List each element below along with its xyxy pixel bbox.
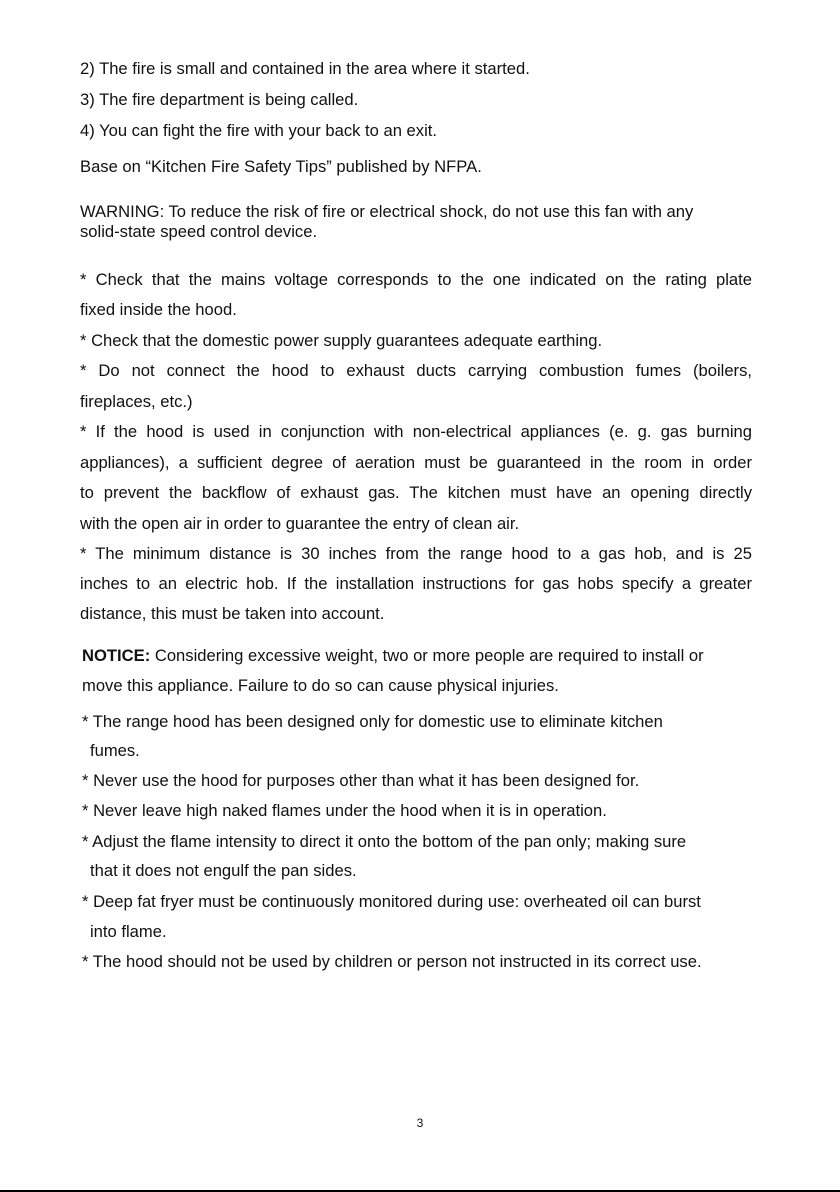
usage-line: * Never leave high naked flames under the hood when it is in operation. [82,801,607,820]
page-number: 3 [416,1116,424,1130]
usage-line: fumes. [90,741,140,760]
check-line: * The minimum distance is 30 inches from the range hood to a gas hob, and is 25 [80,544,752,563]
check-line: * If the hood is used in conjunction with non-electrical appliances (e. g. gas burning [80,422,752,441]
notice-line-2: move this appliance. Failure to do so can cause physical injuries. [82,676,559,695]
intro-item-2: 2) The fire is small and contained in the area where it started. [80,59,530,78]
warning-line-2: solid-state speed control device. [80,222,318,241]
usage-line: * Never use the hood for purposes other than what it has been designed for. [82,771,640,790]
source-note: Base on “Kitchen Fire Safety Tips” published by NFPA. [80,157,482,176]
notice-text: Considering excessive weight, two or more people are required to install or [150,646,704,665]
check-line: fixed inside the hood. [80,300,237,319]
check-line: distance, this must be taken into account. [80,604,385,623]
check-line: * Check that the mains voltage corresponds to the one indicated on the rating plate [80,270,752,289]
intro-item-3: 3) The fire department is being called. [80,90,359,109]
check-line: inches to an electric hob. If the installation instructions for gas hobs specify a greater [80,574,752,593]
usage-line: into flame. [90,922,167,941]
check-line: * Do not connect the hood to exhaust ducts carrying combustion fumes (boilers, [80,361,752,380]
usage-line: * Deep fat fryer must be continuously monitored during use: overheated oil can burst [82,892,701,911]
usage-line: * Adjust the flame intensity to direct it onto the bottom of the pan only; making sure [82,832,687,851]
usage-line: * The hood should not be used by children or person not instructed in its correct use. [82,952,702,971]
check-line: appliances), a sufficient degree of aeration must be guaranteed in the room in order [80,453,752,472]
usage-line: * The range hood has been designed only for domestic use to eliminate kitchen [82,712,663,731]
intro-item-4: 4) You can fight the fire with your back to an exit. [80,121,437,140]
check-line: * Check that the domestic power supply guarantees adequate earthing. [80,331,603,350]
notice-label: NOTICE: [82,646,151,665]
check-line: with the open air in order to guarantee the entry of clean air. [80,514,520,533]
usage-line: that it does not engulf the pan sides. [90,861,357,880]
warning-line-1: WARNING: To reduce the risk of fire or electrical shock, do not use this fan with any [80,202,694,221]
check-line: to prevent the backflow of exhaust gas. The kitchen must have an opening directly [80,483,752,502]
notice-line-1 [82,646,704,666]
check-line: fireplaces, etc.) [80,392,193,411]
